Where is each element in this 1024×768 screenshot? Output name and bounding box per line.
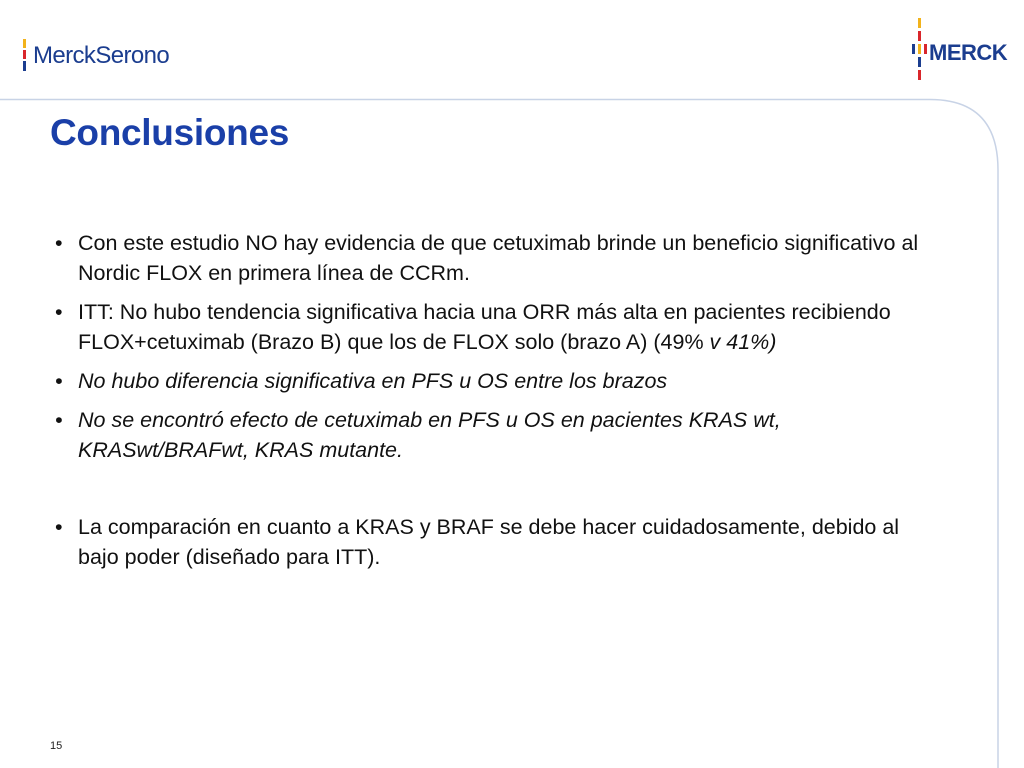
slide-title: Conclusiones <box>50 112 289 153</box>
merck-serono-wordmark: MerckSerono <box>33 42 170 69</box>
conclusions-list <box>50 228 930 581</box>
merck-serono-logo <box>22 36 169 76</box>
bullet-item: • No hubo diferencia significativa en PFS u OS entre los brazos <box>50 366 930 396</box>
bullet-item: • La comparación en cuanto a KRAS y BRAF se debe hacer cuidadosamente, debido al bajo poder (diseñado para ITT). <box>50 512 930 572</box>
merck-wordmark: MERCK <box>929 40 1008 65</box>
bullet-item: • No se encontró efecto de cetuximab en PFS u OS en pacientes KRAS wt, KRASwt/BRAFwt, KRAS mutante. <box>50 405 930 465</box>
bullet-item: • ITT: No hubo tendencia significativa hacia una ORR más alta en pacientes recibiendo FLOX+cetuximab (Brazo B) que los de FLOX solo (brazo A) (49% v 41%) <box>50 297 930 357</box>
merck-serono-mark-icon <box>22 39 30 73</box>
page-number: 15 <box>50 740 63 752</box>
merck-logo <box>912 18 1006 82</box>
bullet-item: • Con este estudio NO hay evidencia de que cetuximab brinde un beneficio significativo al Nordic FLOX en primera línea de CCRm. <box>50 228 930 288</box>
